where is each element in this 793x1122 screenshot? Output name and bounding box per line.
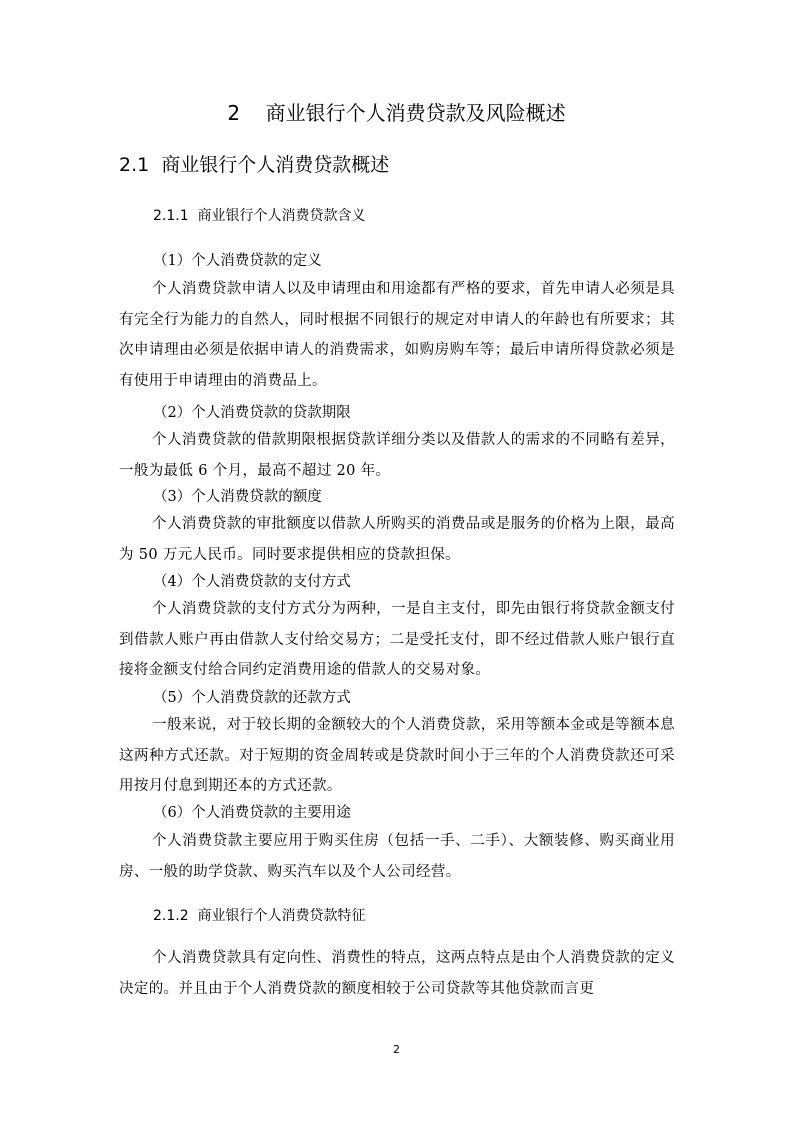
subsection-title-2-1-1: 2.1.1 商业银行个人消费贷款含义 — [153, 208, 366, 224]
item-body-6: 个人消费贷款主要应用于购买住房（包括一手、二手）、大额装修、购买商业用房、一般的助学贷款、购买汽车以及个人公司经营。 — [119, 833, 675, 880]
item-body-2: 个人消费贷款的借款期限根据贷款详细分类以及借款人的需求的不同略有差异，一般为最低 6 个月，最高不超过 20 年。 — [119, 432, 675, 479]
item-body-4: 个人消费贷款的支付方式分为两种，一是自主支付，即先由银行将贷款金额支付到借款人账户再由借款人支付给交易方；二是受托支付，即不经过借款人账户银行直接将金额支付给合同约定消费用途的借款人的交易对象。 — [119, 601, 675, 679]
subsection-2-body: 个人消费贷款具有定向性、消费性的特点，这两点特点是由个人消费贷款的定义决定的。并且由于个人消费贷款的额度相较于公司贷款等其他贷款而言更 — [119, 950, 675, 997]
chapter-title: 2 商业银行个人消费贷款及风险概述 — [227, 101, 566, 125]
item-heading-5: （5）个人消费贷款的还款方式 — [153, 690, 351, 706]
item-heading-1: （1）个人消费贷款的定义 — [153, 253, 322, 269]
section-title: 2.1 商业银行个人消费贷款概述 — [119, 154, 390, 176]
item-body-1: 个人消费贷款申请人以及申请理由和用途都有严格的要求，首先申请人必须是具有完全行为能力的自然人，同时根据不同银行的规定对申请人的年龄也有所要求；其次申请理由必须是依据申请人的消费需求，如购房购车等；最后申请所得贷款必须是有使用于申请理由的消费品上。 — [119, 281, 675, 390]
subsection-title-2-1-2: 2.1.2 商业银行个人消费贷款特征 — [153, 908, 366, 924]
item-heading-6: （6）个人消费贷款的主要用途 — [153, 805, 351, 821]
item-body-3: 个人消费贷款的审批额度以借款人所购买的消费品或是服务的价格为上限，最高为 50 万元人民币。同时要求提供相应的贷款担保。 — [119, 516, 675, 563]
item-heading-4: （4）个人消费贷款的支付方式 — [153, 574, 351, 590]
page-number: 2 — [393, 1043, 400, 1056]
item-body-5: 一般来说，对于较长期的金额较大的个人消费贷款，采用等额本金或是等额本息这两种方式还款。对于短期的资金周转或是贷款时间小于三年的个人消费贷款还可采用按月付息到期还本的方式还款。 — [119, 717, 675, 795]
item-heading-3: （3）个人消费贷款的额度 — [153, 489, 322, 505]
item-heading-2: （2）个人消费贷款的贷款期限 — [153, 405, 351, 421]
